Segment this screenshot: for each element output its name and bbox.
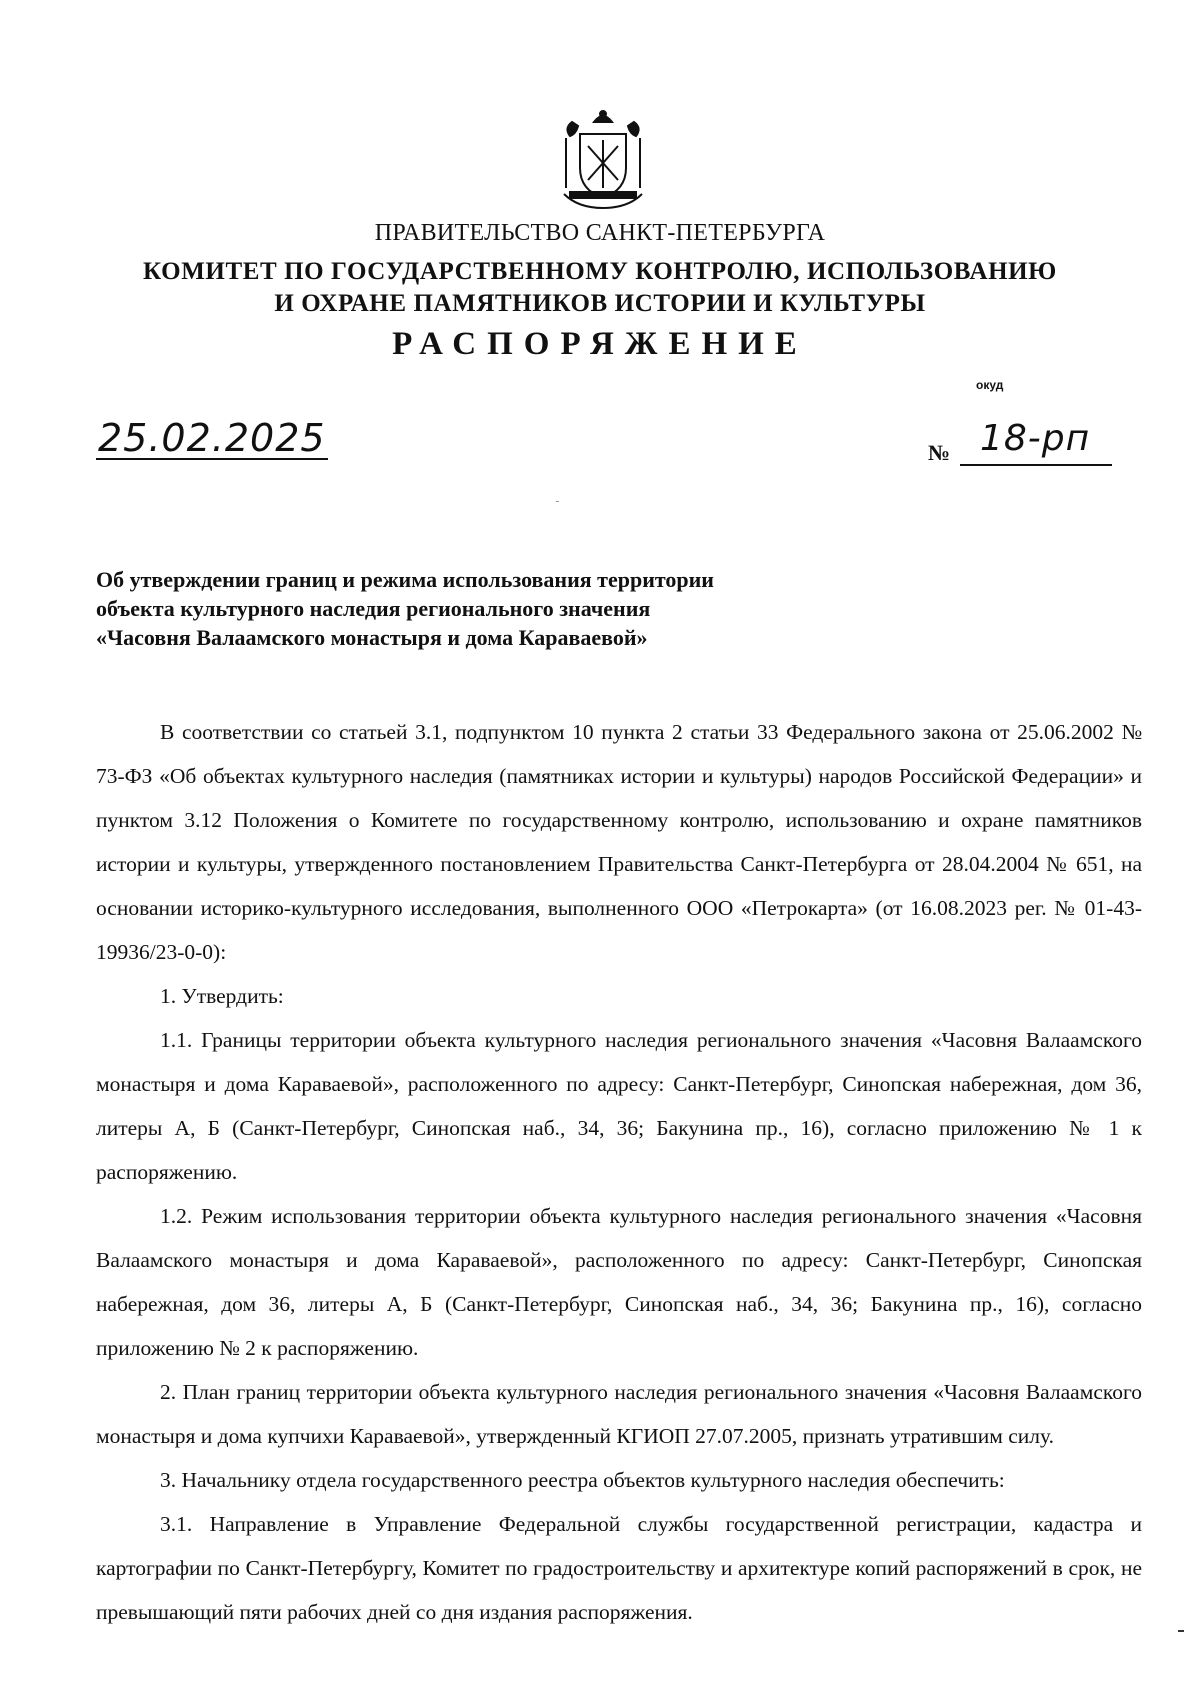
government-name: ПРАВИТЕЛЬСТВО САНКТ-ПЕТЕРБУРГА [374,220,826,246]
document-number: 18-рп [980,418,1091,459]
scan-speck [556,501,559,502]
margin-mark [1178,1630,1184,1632]
paragraph-1-1: 1.1. Границы территории объекта культурного наследия регионального значения «Часовня Валаамского монастыря и дома Караваевой», расположенного по адресу: Санкт-Петербург, Синопская набережная, дом 36, литеры А, Б (Санкт-Петербург, Синопская наб., 34, 36; Бакунина пр., 16), согласно приложению № 1 к распоряжению. [96,1028,1142,1184]
paragraph-2: 2. План границ территории объекта культурного наследия регионального значения «Часовня Валаамского монастыря и дома купчихи Караваевой», утвержденный КГИОП 27.07.2005, признать утратившим силу. [96,1380,1142,1448]
document-subject [96,565,714,652]
paragraph-1-2: 1.2. Режим использования территории объекта культурного наследия регионального значения «Часовня Валаамского монастыря и дома Караваевой», расположенного по адресу: Санкт-Петербург, Синопская набережная, дом 36, литеры А, Б (Санкт-Петербург, Синопская наб., 34, 36; Бакунина пр., 16), согласно приложению № 2 к распоряжению. [96,1204,1142,1360]
paragraph-preamble: В соответствии со статьей 3.1, подпунктом 10 пункта 2 статьи 33 Федерального закона от 25.06.2002 № 73-ФЗ «Об объектах культурного наследия (памятниках истории и культуры) народов Российской Федерации» и пунктом 3.12 Положения о Комитете по государственному контролю, использованию и охране памятников истории и культуры, утвержденного постановлением Правительства Санкт-Петербурга от 28.04.2004 № 651, на основании историко-культурного исследования, выполненного ООО «Петрокарта» (от 16.08.2023 рег. № 01-43-19936/23-0-0): [96,720,1142,964]
committee-name-line-1: КОМИТЕТ ПО ГОСУДАРСТВЕННОМУ КОНТРОЛЮ, ИСПОЛЬЗОВАНИЮ [143,258,1057,285]
document-body [96,710,1142,1634]
number-underline [960,464,1112,466]
subject-line-3: «Часовня Валаамского монастыря и дома Караваевой» [96,625,648,650]
subject-line-2: объекта культурного наследия регионального значения [96,596,651,621]
document-type-title: РАСПОРЯЖЕНИЕ [392,326,808,362]
paragraph-1: 1. Утвердить: [160,984,284,1008]
committee-name-line-2: И ОХРАНЕ ПАМЯТНИКОВ ИСТОРИИ И КУЛЬТУРЫ [274,290,926,317]
subject-line-1: Об утверждении границ и режима использования территории [96,567,714,592]
paragraph-3: 3. Начальнику отдела государственного реестра объектов культурного наследия обеспечить: [160,1468,1005,1492]
paragraph-3-1: 3.1. Направление в Управление Федеральной службы государственной регистрации, кадастра и картографии по Санкт-Петербургу, Комитет по градостроительству и архитектуре копий распоряжений в срок, не превышающий пяти рабочих дней со дня издания распоряжения. [96,1512,1142,1624]
document-date: 25.02.2025 [98,416,326,460]
number-sign: № [928,440,951,465]
okud-label: окуд [976,378,1004,392]
saint-petersburg-coat-of-arms-icon [560,108,646,212]
